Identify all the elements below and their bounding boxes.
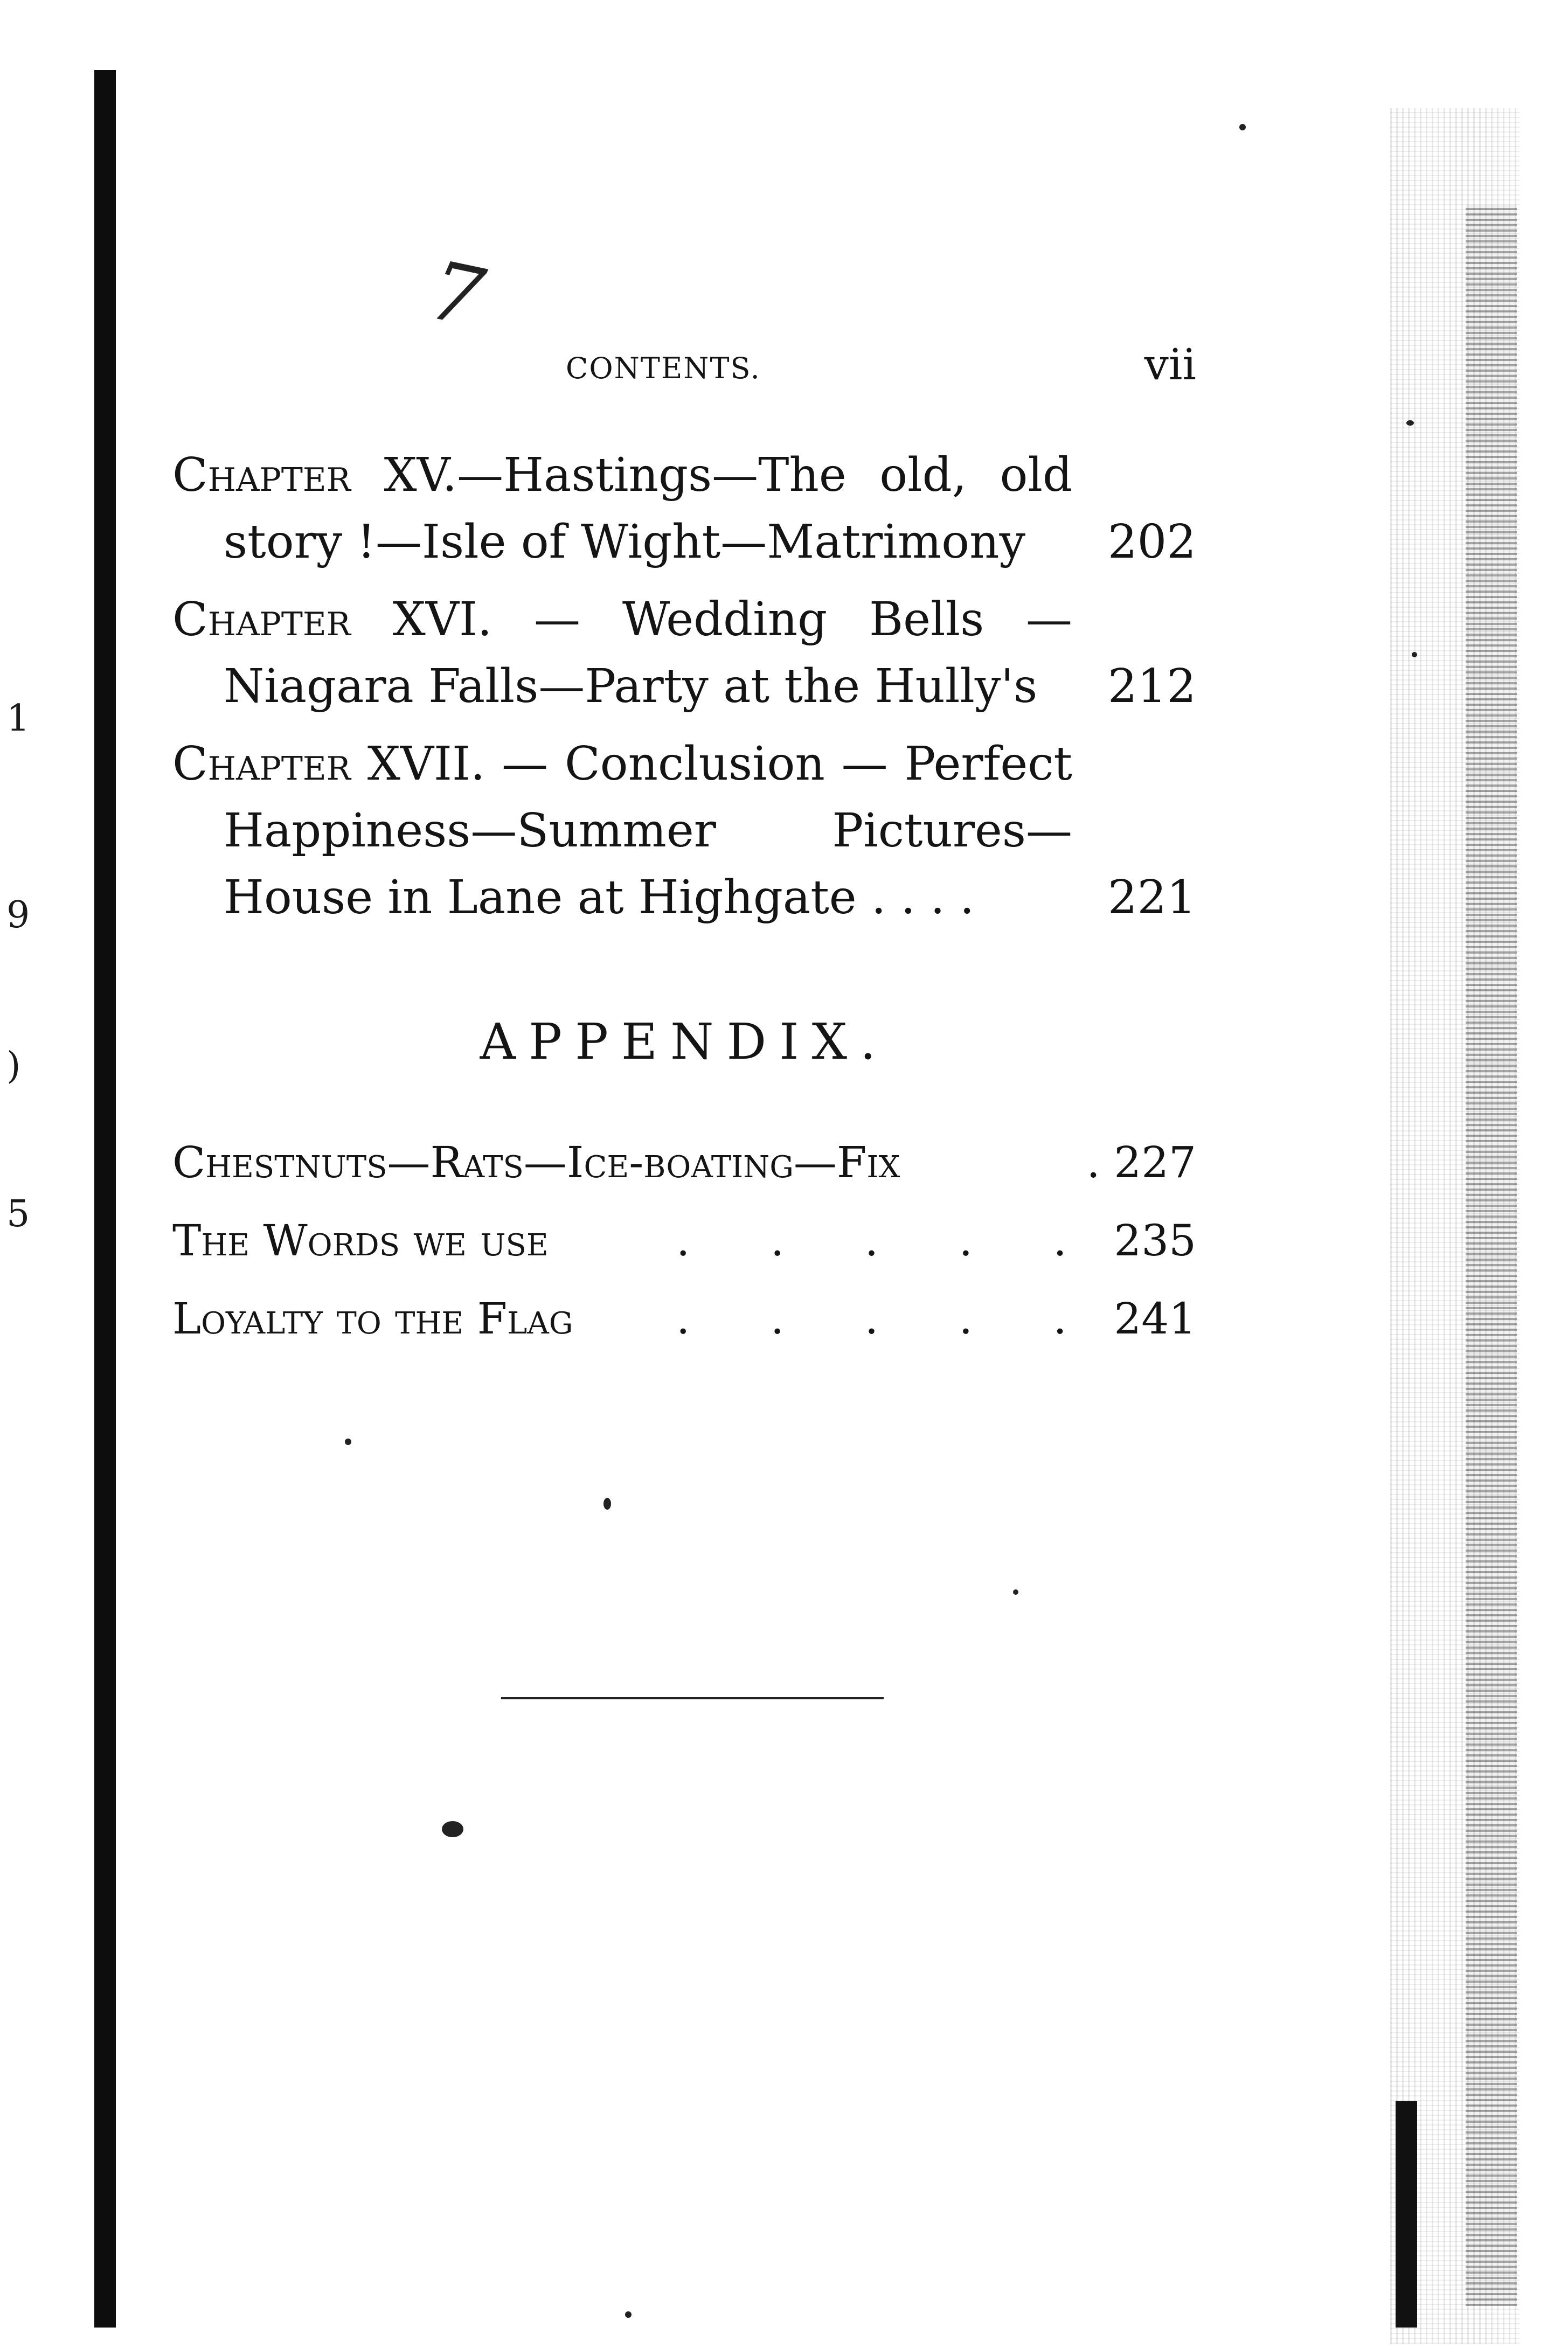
toc-entry bbox=[172, 731, 1196, 931]
toc-entry bbox=[172, 442, 1196, 575]
chapter-title: XVII. — Conclusion — Perfect Happiness—Summer Pictures—House in Lane at Highgate bbox=[224, 737, 1072, 925]
ink-speck bbox=[625, 2311, 632, 2318]
appendix-entry-text: Loyalty to the Flag bbox=[172, 1294, 573, 1344]
toc-page-number: 202 bbox=[1107, 515, 1196, 569]
appendix-entry bbox=[172, 1201, 1196, 1280]
appendix-entry-text: Chestnuts—Rats—Ice-boating—Fix bbox=[172, 1137, 900, 1187]
margin-number: 9 bbox=[6, 894, 30, 936]
margin-number: 1 bbox=[6, 697, 30, 740]
appendix-page-number bbox=[676, 1280, 1196, 1358]
margin-number: 5 bbox=[6, 1193, 30, 1235]
appendix-page-value: 241 bbox=[1114, 1294, 1196, 1344]
ink-speck bbox=[1406, 420, 1414, 426]
chapter-label: Chapter bbox=[172, 593, 351, 647]
leader-dots: . . . . bbox=[871, 871, 975, 925]
handwritten-mark: 7 bbox=[421, 243, 492, 346]
ink-speck bbox=[1013, 1589, 1018, 1595]
binding-shadow bbox=[94, 70, 116, 2328]
leader-dots: . . . . . bbox=[676, 1215, 1100, 1266]
table-of-contents bbox=[172, 442, 1196, 942]
appendix-entry-text: The Words we use bbox=[172, 1215, 549, 1266]
closing-rule bbox=[501, 1697, 884, 1699]
appendix-entry bbox=[172, 1123, 1196, 1201]
toc-page-number: 212 bbox=[1107, 659, 1196, 713]
appendix-page-number bbox=[1086, 1123, 1196, 1201]
page-edge-dark bbox=[1466, 205, 1517, 2306]
page-edge-strip bbox=[1396, 2101, 1417, 2328]
page-number: vii bbox=[1144, 339, 1196, 390]
leader-dots: . . . . . bbox=[676, 1294, 1100, 1344]
chapter-title: XV.—Hastings—The old, old story !—Isle of Wight—Matrimony bbox=[224, 448, 1073, 569]
chapter-label: Chapter bbox=[172, 448, 351, 502]
chapter-title: XVI. — Wedding Bells — Niagara Falls—Party at the Hully's bbox=[224, 593, 1072, 713]
appendix-entry bbox=[172, 1280, 1196, 1358]
toc-entry-text bbox=[172, 731, 1196, 931]
ink-blot bbox=[442, 1821, 463, 1837]
running-title: CONTENTS. bbox=[566, 351, 761, 385]
chapter-label: Chapter bbox=[172, 737, 351, 791]
toc-page-number: 221 bbox=[1107, 871, 1196, 925]
ink-speck bbox=[345, 1439, 351, 1445]
toc-entry bbox=[172, 586, 1196, 720]
margin-number: ) bbox=[6, 1045, 21, 1087]
page-header bbox=[172, 339, 1196, 393]
leader-dots: . bbox=[1086, 1137, 1100, 1187]
ink-speck bbox=[1239, 124, 1246, 130]
appendix-list bbox=[172, 1123, 1196, 1358]
toc-entry-text bbox=[172, 586, 1196, 720]
appendix-heading: APPENDIX. bbox=[480, 1013, 889, 1071]
appendix-page-value: 227 bbox=[1114, 1137, 1196, 1187]
ink-speck bbox=[603, 1498, 611, 1510]
appendix-page-value: 235 bbox=[1114, 1215, 1196, 1266]
ink-speck bbox=[1412, 652, 1417, 657]
appendix-page-number bbox=[676, 1201, 1196, 1280]
toc-entry-text bbox=[172, 442, 1196, 575]
